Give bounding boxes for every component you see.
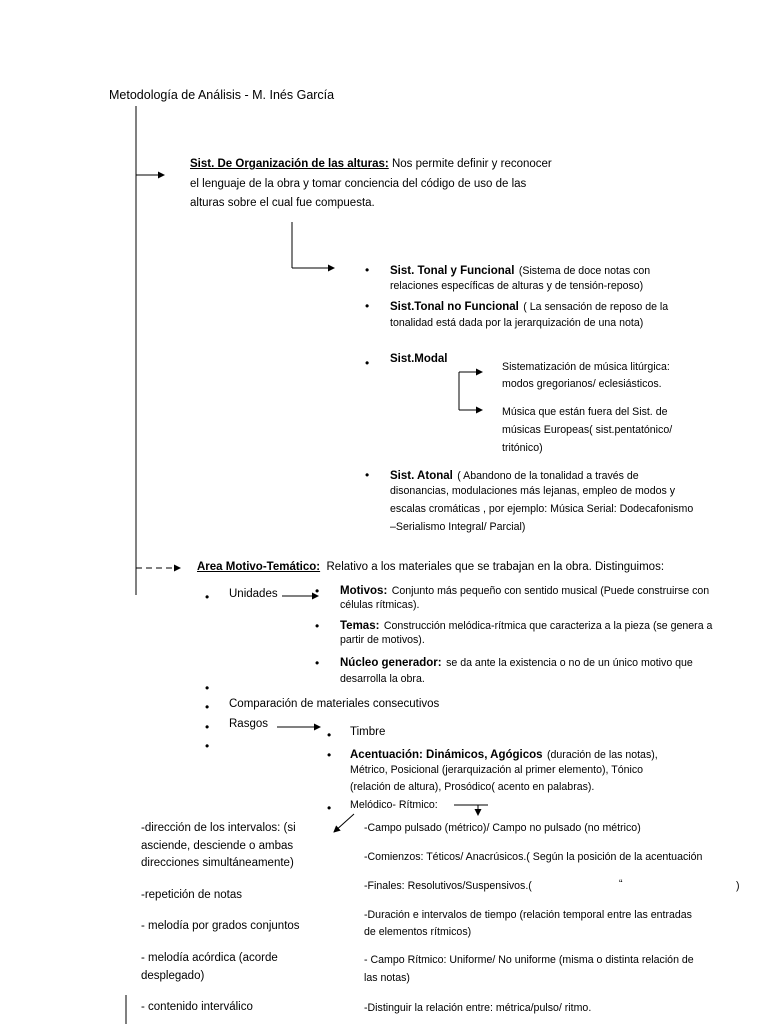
- motivic-line: [197, 561, 664, 573]
- modal-branch-2-line-3: tritónico): [502, 442, 543, 454]
- traits-label: Rasgos: [229, 718, 268, 730]
- trait-melodic: Melódico- Rítmico:: [350, 799, 438, 811]
- rhythmic-item-line: -Distinguir la relación entre: métrica/pulso/ ritmo.: [364, 1002, 592, 1014]
- heights-heading: Sist. De Organización de las alturas:: [190, 158, 389, 170]
- system-tonal: [390, 261, 650, 279]
- bullet: •: [315, 584, 320, 598]
- system-label: Sist. Tonal y Funcional: [390, 265, 515, 277]
- trait-accent-desc: (relación de altura), Prosódico( acento en palabras).: [350, 781, 595, 793]
- comparison-label: Comparación de materiales consecutivos: [229, 698, 440, 710]
- trait-accent-label: Acentuación: Dinámicos, Agógicos: [350, 749, 543, 761]
- unit-motivos: [340, 581, 709, 599]
- unit-desc: células rítmicas).: [340, 599, 420, 611]
- motivic-heading: Area Motivo-Temático:: [197, 561, 321, 573]
- bullet: •: [315, 619, 320, 633]
- bullet: •: [365, 299, 370, 313]
- melodic-arrow: [334, 814, 354, 832]
- bullet: •: [315, 656, 320, 670]
- unit-desc: Construcción melódica-rítmica que caracteriza a la pieza (se genera a: [383, 620, 713, 632]
- rhythmic-item-line: - Campo Rítmico: Uniforme/ No uniforme (misma o distinta relación de: [364, 954, 694, 966]
- heights-text-2: el lenguaje de la obra y tomar conciencia del código de uso de las: [190, 178, 527, 190]
- unit-desc: Conjunto más pequeño con sentido musical (Puede construirse con: [391, 585, 710, 597]
- rhythmic-item-line: -Finales: Resolutivos/Suspensivos.(: [364, 880, 532, 892]
- trait-accent-desc: Métrico, Posicional (jerarquización al primer elemento), Tónico: [350, 764, 644, 776]
- trait-accent-desc: (duración de las notas),: [547, 749, 658, 761]
- unit-label: Temas:: [340, 620, 380, 632]
- system-desc: tonalidad está dada por la jerarquización de una nota): [390, 317, 644, 329]
- system-label: Sist.Tonal no Funcional: [390, 301, 519, 313]
- system-label: Sist. Atonal: [390, 470, 453, 482]
- unit-desc: partir de motivos).: [340, 634, 425, 646]
- bullet: •: [205, 739, 210, 753]
- melodic-item-line: -repetición de notas: [141, 889, 243, 901]
- melodic-item-line: asciende, desciende o ambas: [141, 840, 294, 852]
- bullet: •: [327, 748, 332, 762]
- bullet: •: [205, 700, 210, 714]
- system-desc: disonancias, modulaciones más lejanas, empleo de modos y: [390, 485, 676, 497]
- unit-nucleo: [340, 653, 693, 671]
- trait-timbre: Timbre: [350, 726, 386, 738]
- page-title: Metodología de Análisis - M. Inés García: [109, 88, 335, 102]
- melodic-item-line: - contenido interválico: [141, 1001, 253, 1013]
- system-atonal: [390, 466, 639, 484]
- motivic-intro: Relativo a los materiales que se trabajan en la obra. Distinguimos:: [326, 561, 665, 573]
- system-desc: escalas cromáticas , por ejemplo: Música Serial: Dodecafonismo: [390, 503, 694, 515]
- bullet: •: [205, 681, 210, 695]
- bullet: •: [205, 590, 210, 604]
- rhythmic-quote-mark: “: [619, 878, 623, 890]
- melodic-item-line: - melodía por grados conjuntos: [141, 920, 300, 932]
- unit-desc: desarrolla la obra.: [340, 673, 425, 685]
- unit-desc: se da ante la existencia o no de un único motivo que: [446, 657, 693, 669]
- bullet: •: [205, 720, 210, 734]
- bullet: •: [365, 356, 370, 370]
- system-desc: –Serialismo Integral/ Parcial): [390, 521, 526, 533]
- system-desc: ( La sensación de reposo de la: [523, 301, 669, 313]
- heights-text-1: Nos permite definir y reconocer: [391, 158, 552, 170]
- rhythmic-item-line: -Campo pulsado (métrico)/ Campo no pulsado (no métrico): [364, 822, 641, 834]
- modal-branch-1-line-1: Sistematización de música litúrgica:: [502, 361, 670, 373]
- system-desc: (Sistema de doce notas con: [518, 265, 651, 277]
- rhythmic-item-line: -Comienzos: Téticos/ Anacrúsicos.( Según la posición de la acentuación: [364, 851, 703, 863]
- melodic-item-line: desplegado): [141, 970, 205, 982]
- rhythmic-item-line: de elementos rítmicos): [364, 926, 472, 938]
- bullet: •: [365, 263, 370, 277]
- system-modal: Sist.Modal: [390, 353, 448, 365]
- melodic-item-line: -dirección de los intervalos: (si: [141, 822, 296, 834]
- trait-accent: [350, 745, 658, 763]
- heights-text-3: alturas sobre el cual fue compuesta.: [190, 197, 375, 209]
- unit-label: Motivos:: [340, 585, 388, 597]
- rhythmic-item-line: -Duración e intervalos de tiempo (relación temporal entre las entradas: [364, 909, 692, 921]
- unit-label: Núcleo generador:: [340, 657, 442, 669]
- rhythmic-item-line: las notas): [364, 972, 410, 984]
- modal-branch-1-line-2: modos gregorianos/ eclesiásticos.: [502, 378, 662, 390]
- units-label: Unidades: [229, 588, 278, 600]
- melodic-item-line: direcciones simultáneamente): [141, 857, 294, 869]
- system-desc: relaciones específicas de alturas y de tensión-reposo): [390, 280, 644, 292]
- unit-temas: [340, 616, 712, 634]
- melodic-item-line: - melodía acórdica (acorde: [141, 952, 278, 964]
- modal-branch-2-line-1: Música que están fuera del Sist. de: [502, 406, 668, 418]
- modal-branch-2-line-2: músicas Europeas( sist.pentatónico/: [502, 424, 673, 436]
- system-tonal-non-functional: [390, 297, 668, 315]
- bullet: •: [327, 801, 332, 815]
- system-desc: ( Abandono de la tonalidad a través de: [457, 470, 639, 482]
- heights-line-1: [190, 158, 552, 170]
- bullet: •: [365, 468, 370, 482]
- bullet: •: [327, 728, 332, 742]
- rhythmic-close-paren: ): [736, 880, 740, 892]
